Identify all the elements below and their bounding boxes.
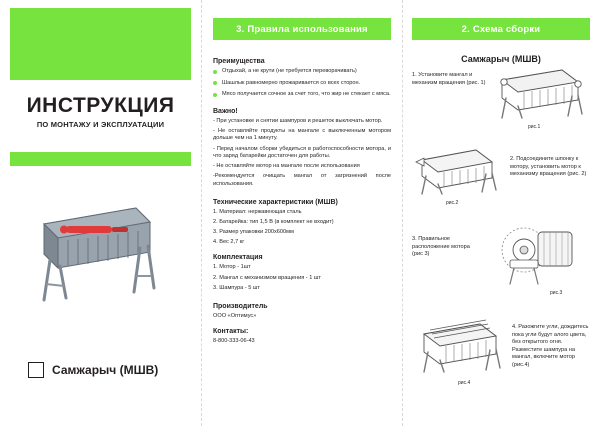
cover-product-line: [28, 362, 158, 378]
advantages-title: Преимущества: [213, 58, 265, 65]
specs-title: Технические характеристики (МШВ): [213, 199, 338, 207]
panel-cover: [0, 0, 201, 426]
assembly-figure-2-caption: рис.2: [446, 200, 459, 206]
kit-item: 3. Шампура - 5 шт: [213, 284, 260, 291]
assembly-step-1-text: 1. Установите мангал и механизм вращения (рис. 1): [412, 72, 486, 86]
page-subtitle: ПО МОНТАЖУ И ЭКСПЛУАТАЦИИ: [36, 120, 165, 129]
assembly-figure-4: [416, 312, 508, 378]
page-title: ИНСТРУКЦИЯ: [26, 94, 175, 117]
bullet-icon: [213, 93, 217, 97]
bullet-icon: [213, 70, 217, 74]
grill-illustration: [24, 196, 174, 306]
kit-title: Комплектация: [213, 254, 263, 262]
spec-item: 3. Размер упаковки 200х600мм: [213, 229, 294, 236]
manufacturer-title: Производитель: [213, 302, 268, 310]
assembly-section-header-label: 2. Схема сборки: [461, 23, 541, 35]
important-item: - Не оставляйте мотор на мангале после использования: [213, 163, 360, 170]
assembly-figure-1: [494, 62, 586, 122]
important-item: -Рекомендуется очищать мангал от загрязнений после использования.: [213, 173, 391, 187]
panel-rules: [201, 0, 402, 426]
assembly-step-2-text: 2. Подсоедините шпонку к мотору, установить мотор к механизму вращения (рис. 2): [510, 156, 587, 178]
spec-item: 2. Батарейка: тип 1,5 В (в комплект не входит): [213, 219, 334, 226]
list-item: [213, 68, 391, 76]
kit-item: 2. Мангал с механизмом вращения - 1 шт: [213, 274, 321, 281]
cover-top-band: [10, 8, 191, 80]
contacts-value: 8-800-333-06-43: [213, 337, 255, 344]
rules-section-header-label: 3. Правила использования: [236, 23, 368, 35]
advantage-text: Мясо получается сочное за счет того, что жир не стекает с мяса.: [222, 91, 391, 98]
assembly-section-header: [412, 18, 590, 40]
assembly-figure-3-caption: рис.3: [550, 290, 563, 296]
advantage-text: Шашлык равномерно прожаривается со всех сторон.: [222, 79, 361, 86]
rules-body: [213, 58, 391, 348]
product-checkbox[interactable]: [28, 362, 44, 378]
advantage-text: Отдыхай, а не крути (не требуется переворачивать): [222, 68, 357, 74]
assembly-figure-2: [414, 140, 500, 198]
bullet-icon: [213, 81, 217, 85]
list-item: [213, 80, 391, 88]
important-item: - При установке и снятии шампуров и решеток выключать мотор.: [213, 117, 383, 124]
important-title: Важно!: [213, 107, 238, 115]
assembly-figure-4-caption: рис.4: [458, 380, 471, 386]
list-item: [213, 91, 391, 99]
manufacturer-value: ООО «Оптимус»: [213, 312, 257, 319]
assembly-step-3-text: 3. Правильное расположение мотора (рис 3): [412, 236, 470, 258]
panel-assembly: [402, 0, 600, 426]
assembly-title: Самжарыч (МШВ): [461, 54, 541, 64]
kit-item: 1. Мотор - 1шт: [213, 264, 251, 271]
spec-item: 4. Вес 2,7 кг: [213, 239, 245, 246]
spec-item: 1. Материал: нержавеющая сталь: [213, 209, 302, 216]
important-item: - Перед началом сборки убедиться в работоспособности мотора, и что заряд батарейки достаточен для работы.: [213, 145, 391, 160]
assembly-step-4-text: 4. Разожгите угли, дождитесь пока угли будут алого цвета, без открытого огня. Разместите шампура на мангал, включите мотор (рис.4): [512, 324, 589, 368]
rules-section-header: [213, 18, 391, 40]
important-item: - Не оставляйте продукты на мангале с выключенным мотором дольше чем на 1 минуту.: [213, 127, 391, 142]
contacts-title: Контакты:: [213, 327, 249, 335]
cover-product-label: Самжарыч (МШВ): [52, 363, 159, 377]
cover-accent-strip: [10, 152, 191, 166]
assembly-figure-3: [490, 216, 586, 290]
assembly-figure-1-caption: рис.1: [528, 124, 541, 130]
